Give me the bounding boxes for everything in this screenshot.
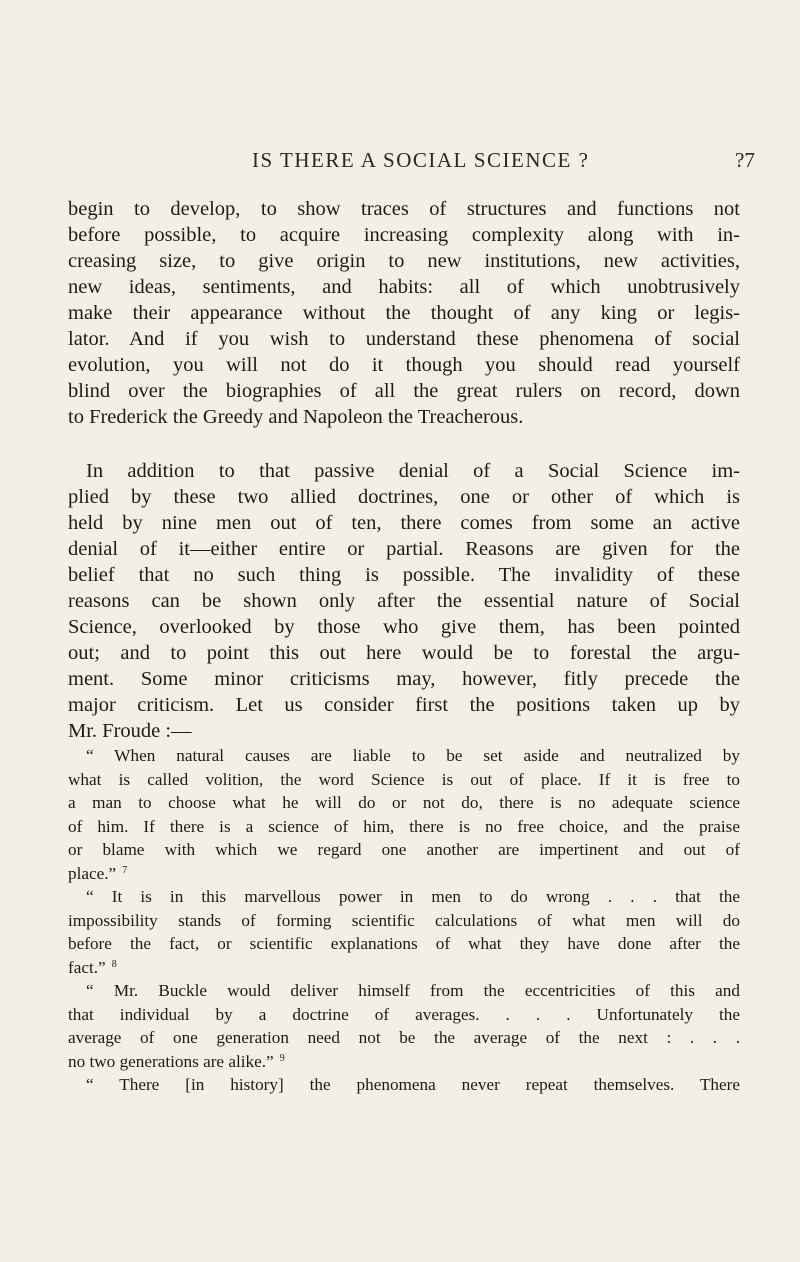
quote-line: what is called volition, the word Science is out of place. If it is free to [68,769,740,789]
page-number: ?7 [735,148,755,172]
text-line: plied by these two allied doctrines, one or other of which is [68,486,740,508]
text-line: out; and to point this out here would be to forestal the argu- [68,642,740,664]
text-line: evolution, you will not do it though you should read yourself [68,354,740,376]
quote-line: “ Mr. Buckle would deliver himself from the eccentricities of this and [86,981,740,1000]
quote-line: “ When natural causes are liable to be set aside and neutralized by [86,746,740,765]
text-line: belief that no such thing is possible. The invalidity of these [68,564,740,586]
text-line: major criticism. Let us consider first the positions taken up by [68,694,740,716]
running-title: IS THERE A SOCIAL SCIENCE ? [252,148,590,172]
quote-line-last [68,862,740,886]
text-line: reasons can be shown only after the essential nature of Social [68,590,740,612]
quote-froude-3 [68,979,740,1073]
quote-froude-2 [68,885,740,979]
text-line: make their appearance without the thought of any king or legis- [68,302,740,324]
footnote-marker: 9 [279,1052,285,1064]
quote-line: a man to choose what he will do or not do, there is no adequate science [68,793,740,812]
footnote-marker: 8 [111,958,117,970]
quote-froude-4 [68,1073,740,1097]
quote-line-text: no two generations are alike.” [68,1051,274,1071]
text-line: lator. And if you wish to understand these phenomena of social [68,328,740,350]
quote-line-text: place.” [68,863,117,883]
paragraph-gap [68,430,740,458]
quote-line: “ It is in this marvellous power in men to do wrong . . . that the [86,887,740,906]
text-line: creasing size, to give origin to new institutions, new activities, [68,250,740,272]
quote-line: impossibility stands of forming scientific calculations of what men will do [68,910,740,930]
quote-line-last [68,956,740,980]
quote-line: “ There [in history] the phenomena never repeat themselves. There [86,1075,740,1094]
running-head [0,148,800,178]
quote-line: or blame with which we regard one another are impertinent and out of [68,840,740,859]
quote-line: average of one generation need not be the average of the next : . . . [68,1028,740,1047]
text-line: denial of it—either entire or partial. Reasons are given for the [68,538,740,560]
text-line: In addition to that passive denial of a Social Science im- [86,460,740,482]
text-line: blind over the biographies of all the great rulers on record, down [68,380,740,402]
quote-froude-1 [68,744,740,885]
text-line: begin to develop, to show traces of structures and functions not [68,198,740,220]
text-line: ment. Some minor criticisms may, however, fitly precede the [68,668,740,690]
quote-line-text: fact.” [68,957,106,977]
text-line: new ideas, sentiments, and habits: all of which unobtrusively [68,276,740,298]
paragraph-1 [68,196,740,430]
quote-line-last [68,1050,740,1074]
quote-line: of him. If there is a science of him, there is no free choice, and the praise [68,816,740,836]
text-line: to Frederick the Greedy and Napoleon the Treacherous. [68,406,524,428]
text-line: before possible, to acquire increasing complexity along with in- [68,224,740,246]
footnote-marker: 7 [122,864,128,876]
text-line: held by nine men out of ten, there comes from some an active [68,512,740,534]
body-text [68,196,740,1097]
paragraph-2 [68,458,740,744]
text-line: Science, overlooked by those who give them, has been pointed [68,616,740,638]
quote-line: that individual by a doctrine of averages. . . . Unfortunately the [68,1004,740,1024]
quote-line: before the fact, or scientific explanations of what they have done after the [68,934,740,953]
text-line: Mr. Froude :— [68,720,192,742]
